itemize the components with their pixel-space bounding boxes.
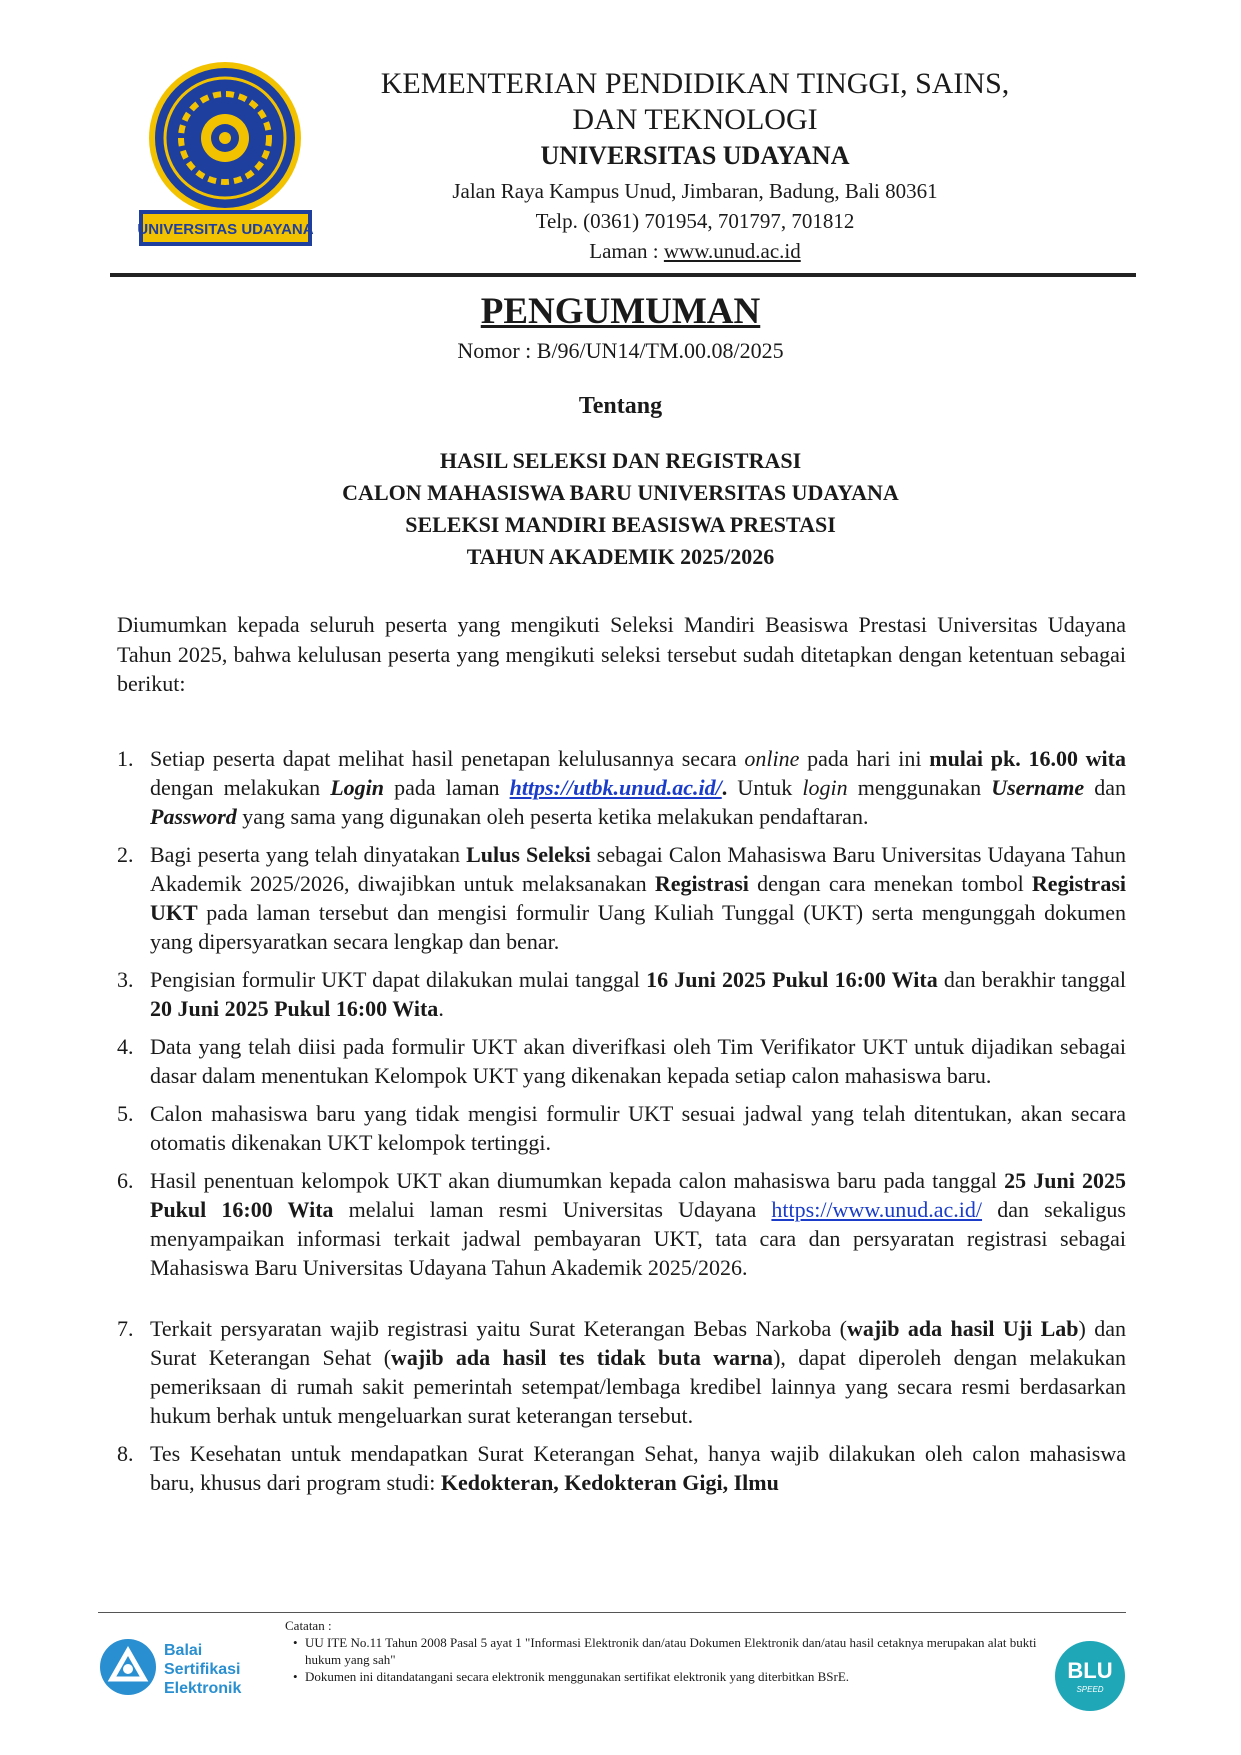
document-number: Nomor : B/96/UN14/TM.00.08/2025 <box>457 338 784 363</box>
list-item: 1. Setiap peserta dapat melihat hasil penetapan kelulusannya secara online pada hari ini mulai pk. 16.00 wita dengan melakukan Login pada laman https://utbk.unud.ac.id/. Untuk login menggunakan Username dan Password yang sama yang digunakan oleh peserta ketika melakukan pendaftaran. <box>117 746 1126 829</box>
bsre-line-3: Elektronik <box>164 1680 242 1697</box>
list-item: 5. Calon mahasiswa baru yang tidak mengisi formulir UKT sesuai jadwal yang telah ditentukan, akan secara otomatis dikenakan UKT kelompok tertinggi. <box>117 1101 1126 1155</box>
list-item: 7. Terkait persyaratan wajib registrasi yaitu Surat Keterangan Bebas Narkoba (wajib ada hasil Uji Lab) dan Surat Keterangan Sehat (wajib ada hasil tes tidak buta warna), dapat diperoleh dengan melakukan pemeriksaan di rumah sakit pemerintah setempat/lembaga kredibel lainnya yang secara resmi berdasarkan hukum berhak untuk mengeluarkan surat keterangan tersebut. <box>117 1316 1126 1428</box>
item-number: 8. <box>117 1441 134 1466</box>
item-number: 5. <box>117 1101 134 1126</box>
university-logo <box>137 60 314 252</box>
list-item: 2. Bagi peserta yang telah dinyatakan Lulus Seleksi sebagai Calon Mahasiswa Baru Universitas Udayana Tahun Akademik 2025/2026, diwajibkan untuk melaksanakan Registrasi dengan cara menekan tombol Registrasi UKT pada laman tersebut dan mengisi formulir Uang Kuliah Tunggal (UKT) serta mengunggah dokumen yang dipersyaratkan secara lengkap dan benar. <box>117 842 1126 954</box>
unud-link[interactable]: https://www.unud.ac.id/ <box>771 1197 983 1222</box>
item-number: 6. <box>117 1168 134 1193</box>
blu-sub: SPEED <box>1076 1685 1104 1694</box>
item-number: 7. <box>117 1316 134 1341</box>
footer-divider <box>98 1612 1126 1613</box>
blu-logo <box>1054 1640 1126 1712</box>
website-prefix: Laman : <box>589 239 664 263</box>
subject-line-4: TAHUN AKADEMIK 2025/2026 <box>466 544 775 569</box>
bsre-line-1: Balai <box>164 1642 203 1659</box>
website-link[interactable]: www.unud.ac.id <box>663 239 801 263</box>
utbk-link[interactable]: https://utbk.unud.ac.id/ <box>509 775 722 800</box>
item-number: 3. <box>117 967 134 992</box>
list-item: 4. Data yang telah diisi pada formulir UKT akan diverifkasi oleh Tim Verifikator UKT untuk dijadikan sebagai dasar dalam menentukan Kelompok UKT yang dikenakan kepada setiap calon mahasiswa baru. <box>117 1034 1126 1088</box>
ministry-line-2: DAN TEKNOLOGI <box>572 103 818 136</box>
subject-line-3: SELEKSI MANDIRI BEASISWA PRESTASI <box>405 512 836 537</box>
bsre-line-2: Sertifikasi <box>164 1661 241 1678</box>
intro-paragraph: Diumumkan kepada seluruh peserta yang mengikuti Seleksi Mandiri Beasiswa Prestasi Universitas Udayana Tahun 2025, bahwa kelulusan peserta yang mengikuti seleksi tersebut sudah ditetapkan dengan ketentuan sebagai berikut: <box>117 612 1126 696</box>
list-item: 8. Tes Kesehatan untuk mendapatkan Surat Keterangan Sehat, hanya wajib dilakukan oleh calon mahasiswa baru, khusus dari program studi: Kedokteran, Kedokteran Gigi, Ilmu <box>117 1441 1126 1495</box>
list-item: 6. Hasil penentuan kelompok UKT akan diumumkan kepada calon mahasiswa baru pada tanggal 25 Juni 2025 Pukul 16:00 Wita melalui laman resmi Universitas Udayana https://www.unud.ac.id/ dan sekaligus menyampaikan informasi terkait jadwal pembayaran UKT, tata cara dan persyaratan registrasi sebagai Mahasiswa Baru Universitas Udayana Tahun Akademik 2025/2026. <box>117 1168 1126 1280</box>
logo-label: UNIVERSITAS UDAYANA <box>137 221 314 238</box>
notes-list <box>285 1634 1045 1685</box>
note-item: • UU ITE No.11 Tahun 2008 Pasal 5 ayat 1 "Informasi Elektronik dan/atau Dokumen Elektronik dan/atau hasil cetaknya merupakan alat bukti hukum yang sah" <box>295 1634 1045 1668</box>
subject-line-1: HASIL SELEKSI DAN REGISTRASI <box>439 448 802 473</box>
announcement-list <box>117 744 1126 1506</box>
list-item: 3. Pengisian formulir UKT dapat dilakukan mulai tanggal 16 Juni 2025 Pukul 16:00 Wita dan berakhir tanggal 20 Juni 2025 Pukul 16:00 Wita. <box>117 967 1127 1021</box>
website-line <box>330 236 1060 266</box>
footer-notes <box>285 1617 1045 1685</box>
item-number: 4. <box>117 1034 134 1059</box>
item-number: 2. <box>117 842 134 867</box>
phone: Telp. (0361) 701954, 701797, 701812 <box>535 209 855 233</box>
blu-text: BLU <box>1067 1658 1113 1683</box>
notes-title: Catatan : <box>285 1618 332 1633</box>
document-subject <box>0 445 1241 573</box>
item-number: 1. <box>117 746 134 771</box>
university-contact <box>330 176 1060 266</box>
letterhead-divider <box>110 273 1136 277</box>
university-name: UNIVERSITAS UDAYANA <box>540 141 850 170</box>
ministry-name <box>330 66 1060 138</box>
document-heading: PENGUMUMAN <box>480 291 761 332</box>
address: Jalan Raya Kampus Unud, Jimbaran, Badung, Bali 80361 <box>452 179 938 203</box>
bsre-logo <box>98 1635 268 1699</box>
document-about: Tentang <box>578 393 663 419</box>
subject-line-2: CALON MAHASISWA BARU UNIVERSITAS UDAYANA <box>342 480 899 505</box>
note-item: • Dokumen ini ditandatangani secara elektronik menggunakan sertifikat elektronik yang diterbitkan BSrE. <box>295 1668 1045 1685</box>
ministry-line-1: KEMENTERIAN PENDIDIKAN TINGGI, SAINS, <box>380 67 1010 100</box>
